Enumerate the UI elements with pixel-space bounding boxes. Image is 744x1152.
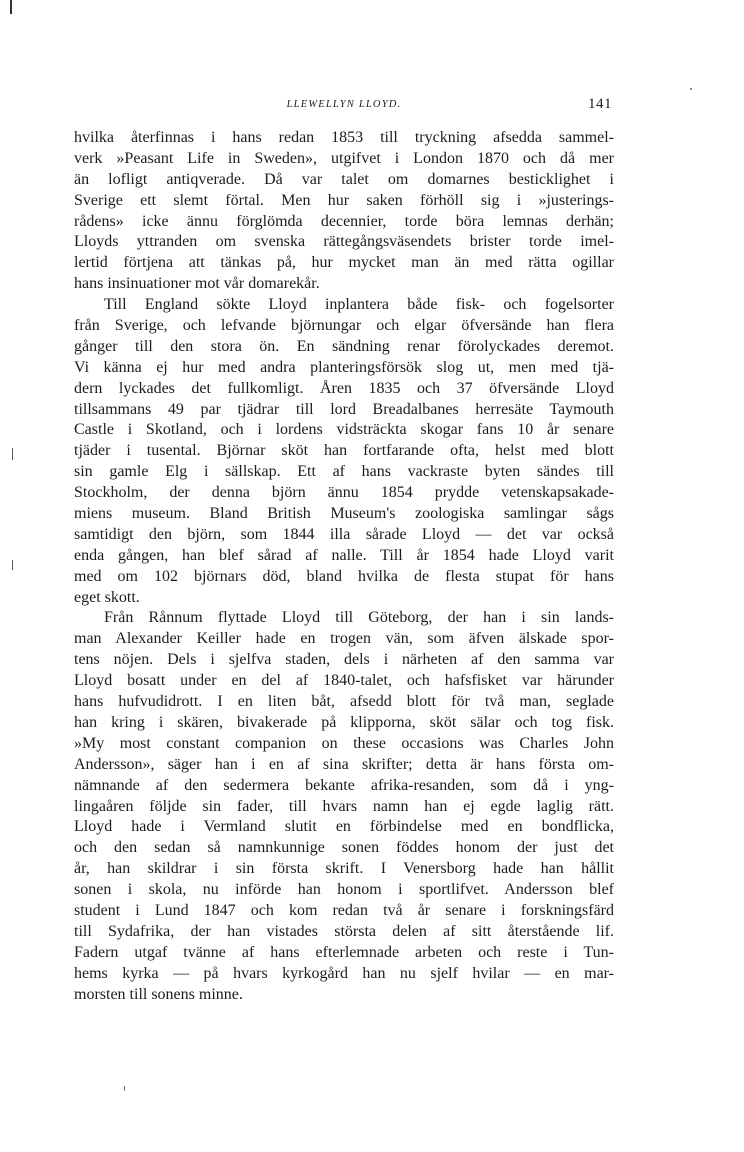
paragraph-1 bbox=[74, 128, 614, 295]
text-line: med om 102 björnars död, bland hvilka de flesta stupat för hans bbox=[74, 567, 614, 585]
text-line: »My most constant companion on these occasions was Charles John bbox=[74, 734, 614, 752]
text-line: tillsammans 49 par tjädrar till lord Breadalbanes herresäte Taymouth bbox=[74, 400, 614, 418]
text-line: tjäder i tusental. Björnar sköt han fortfarande ofta, helst med blott bbox=[74, 442, 614, 460]
text-line: Stockholm, der denna björn ännu 1854 prydde vetenskapsakade- bbox=[74, 484, 614, 502]
running-head bbox=[74, 96, 614, 116]
text-line: och den sedan så namnkunnige sonen föddes honom der just det bbox=[74, 839, 614, 857]
text-line: morsten till sonens minne. bbox=[74, 985, 243, 1003]
text-line: student i Lund 1847 och kom redan två år senare i forskningsfärd bbox=[74, 901, 614, 919]
paragraph-2 bbox=[74, 295, 614, 608]
text-line: eget skott. bbox=[74, 588, 140, 606]
text-line: Från Rånnum flyttade Lloyd till Göteborg, der han i sin lands- bbox=[104, 609, 614, 627]
paragraph-3 bbox=[74, 608, 614, 1005]
text-line: dern lyckades det fullkomligt. Åren 1835 och 37 öfversände Lloyd bbox=[74, 379, 614, 397]
text-line: nämnande af den sedermera bekante afrika-resanden, som då i yng- bbox=[74, 776, 614, 794]
text-line: Till England sökte Lloyd inplantera både fisk- och fogelsorter bbox=[104, 296, 614, 314]
scan-speck bbox=[690, 88, 692, 90]
text-line: samtidigt den björn, som 1844 illa sårade Lloyd — det var också bbox=[74, 525, 614, 543]
running-title: LLEWELLYN LLOYD. bbox=[286, 99, 402, 110]
text-line: enda gången, han blef sårad af nalle. Till år 1854 hade Lloyd varit bbox=[74, 546, 614, 564]
text-line: lingaåren följde sin fader, till hvars namn han ej egde laglig rätt. bbox=[74, 797, 614, 815]
text-line: miens museum. Bland British Museum's zoologiska samlingar sågs bbox=[74, 505, 614, 523]
text-line: tens nöjen. Dels i sjelfva staden, dels i närheten af den samma var bbox=[74, 651, 614, 669]
left-margin-tick bbox=[12, 560, 13, 570]
page-number: 141 bbox=[588, 96, 612, 112]
text-line: gånger till den stora ön. En sändning renar förolyckades deremot. bbox=[74, 337, 614, 355]
text-line: hans insinuationer mot vår domarekår. bbox=[74, 275, 320, 293]
text-line: Lloyds yttranden om svenska rättegångsväsendets brister torde imel- bbox=[74, 233, 614, 251]
text-line: hans hufvudidrott. I en liten båt, afsedd blott för två man, seglade bbox=[74, 693, 614, 711]
body-text bbox=[74, 128, 614, 1005]
text-line: rådens» icke ännu förglömda decennier, torde böra lemnas derhän; bbox=[74, 212, 614, 230]
text-line: man Alexander Keiller hade en trogen vän, som äfven älskade spor- bbox=[74, 630, 614, 648]
scan-speck bbox=[124, 1086, 125, 1091]
text-line: han kring i skären, bivakerade på klipporna, sköt sälar och tog fisk. bbox=[74, 713, 614, 731]
text-line: Fadern utgaf tvänne af hans efterlemnade arbeten och reste i Tun- bbox=[74, 943, 614, 961]
text-line: än lofligt antiqverade. Då var talet om domarnes besticklighet i bbox=[74, 170, 614, 188]
text-line: Lloyd hade i Vermland slutit en förbindelse med en bondflicka, bbox=[74, 818, 614, 836]
text-line: hems kyrka — på hvars kyrkogård han nu sjelf hvilar — en mar- bbox=[74, 964, 614, 982]
text-line: Andersson», säger han i en af sina skrifter; detta är hans första om- bbox=[74, 755, 614, 773]
text-line: från Sverige, och lefvande björnungar och elgar öfversände han flera bbox=[74, 317, 614, 335]
text-line: lertid förtjena att tänkas på, hur mycket man än med rätta ogillar bbox=[74, 254, 614, 272]
text-line: hvilka återfinnas i hans redan 1853 till tryckning afsedda sammel- bbox=[74, 129, 614, 146]
text-line: Lloyd bosatt under en del af 1840-talet, och hafsfisket var härunder bbox=[74, 672, 614, 690]
text-line: Vi känna ej hur med andra planteringsförsök slog ut, men med tjä- bbox=[74, 358, 614, 376]
text-line: sonen i skola, nu införde han honom i sportlifvet. Andersson blef bbox=[74, 881, 614, 899]
text-line: sin gamle Elg i sällskap. Ett af hans vackraste byten sändes till bbox=[74, 463, 614, 481]
text-line: till Sydafrika, der han vistades största delen af sitt återstående lif. bbox=[74, 922, 614, 940]
left-margin-tick bbox=[12, 448, 13, 460]
text-line: Castle i Skotland, och i lordens vidsträckta skogar fans 10 år senare bbox=[74, 421, 614, 439]
left-margin-scan-mark bbox=[10, 0, 12, 14]
text-line: år, han skildrar i sin första skrift. I Venersborg hade han hållit bbox=[74, 860, 614, 878]
text-line: verk »Peasant Life in Sweden», utgifvet i London 1870 och då mer bbox=[74, 149, 614, 167]
text-line: Sverige ett slemt förtal. Men hur saken förhöll sig i »justerings- bbox=[74, 191, 614, 209]
